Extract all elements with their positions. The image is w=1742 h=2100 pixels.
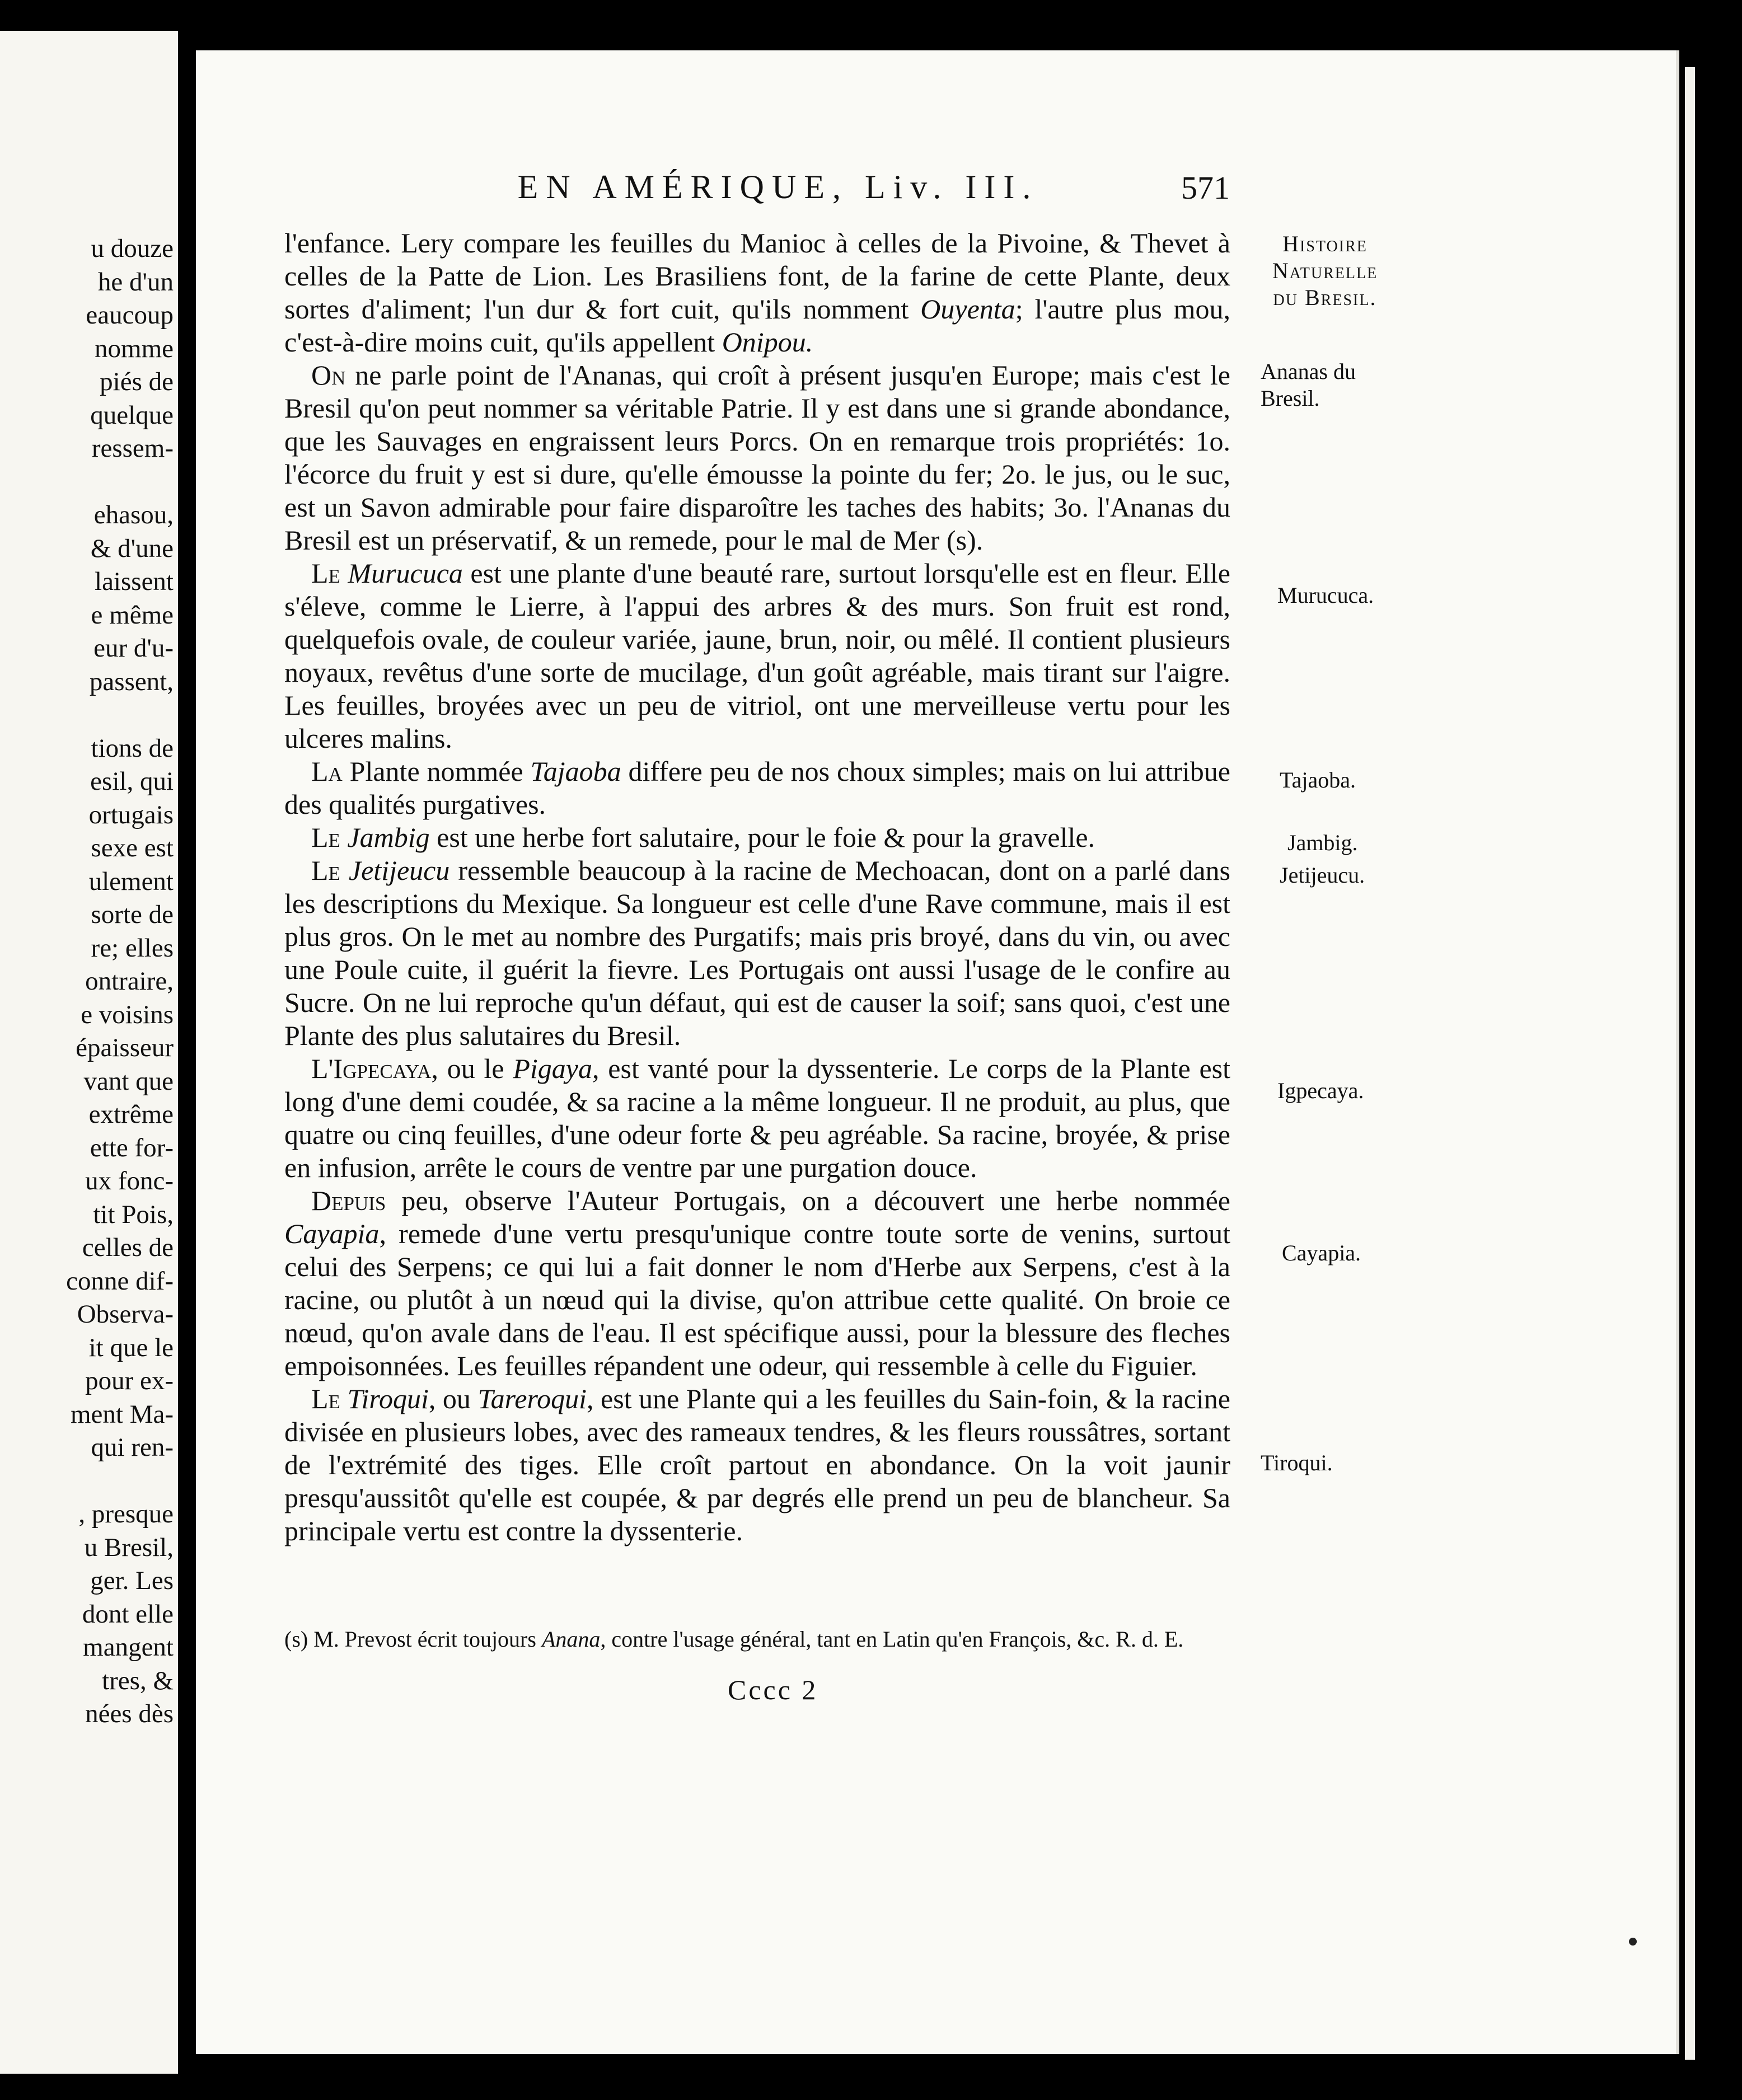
body-text	[284, 227, 1230, 1548]
left-page-line: ontraire,	[85, 967, 174, 996]
left-page-line: quelque	[90, 400, 174, 430]
italic-term: Jambig	[347, 822, 430, 853]
italic-term: Jetijeucu	[348, 855, 450, 886]
left-page-line: tres, &	[102, 1666, 174, 1695]
left-page-line: ment Ma-	[70, 1399, 174, 1429]
left-page-line: ulement	[88, 866, 174, 896]
footnote	[284, 1626, 1230, 1653]
lead-word: Le	[311, 822, 340, 853]
page-edge	[1685, 67, 1695, 2060]
text-run: l'enfance. Lery compare les feuilles du Manioc à celles de la Pivoine, & Thevet à celles de la Patte de Lion. Les Brasiliens font, de la farine de cette Plante, deux sortes d'aliment; l'un dur & fort cuit, qu'ils nomment	[284, 227, 1230, 325]
margin-note-tajaoba: Tajaoba.	[1280, 767, 1356, 793]
margin-note-line: Histoire	[1282, 231, 1368, 256]
left-page-line: dont elle	[82, 1599, 174, 1629]
left-page-line: e voisins	[81, 1000, 174, 1029]
left-page-line: it que le	[88, 1333, 174, 1362]
paragraph-igpecaya	[284, 1052, 1230, 1184]
left-page-line: nées dès	[85, 1699, 174, 1728]
lead-word: Le	[311, 1383, 340, 1414]
text-run: ressemble beaucoup à la racine de Mechoacan, dont on a parlé dans les descriptions du Mexique. Sa longueur est celle d'une Rave commune, mais il est plus gros. On le met au nombre des Purgatifs; mais pris broyé, dans du vin, ou avec une Poule cuite, il guérit la fievre. Les Portugais ont aussi l'usage de le confire au Sucre. On ne lui reproche qu'un défaut, qui est de causer la soif; sans quoi, c'est une Plante des plus salutaires du Bresil.	[284, 855, 1230, 1051]
left-page-line: esil, qui	[90, 767, 174, 796]
lead-word: La	[311, 756, 343, 787]
text-run: , ou le	[431, 1053, 513, 1084]
text-run: Plante nommée	[342, 756, 531, 787]
text-run: est une herbe fort salutaire, pour le foie & pour la gravelle.	[429, 822, 1095, 853]
margin-note-murucuca: Murucuca.	[1277, 583, 1374, 608]
italic-term: Tiroqui	[347, 1383, 429, 1414]
paragraph-cayapia	[284, 1184, 1230, 1382]
left-page-line	[0, 1465, 174, 1498]
left-page-line: ger. Les	[90, 1566, 174, 1595]
paragraph-murucuca	[284, 557, 1230, 755]
left-page-line: passent,	[89, 667, 174, 696]
left-page-line: , presque	[78, 1499, 174, 1529]
left-page-line: extrême	[88, 1100, 174, 1129]
margin-note-cayapia: Cayapia.	[1282, 1240, 1361, 1265]
left-page-line: vant que	[83, 1066, 174, 1096]
lead-word: Le	[311, 557, 340, 589]
left-page-line: & d'une	[90, 533, 174, 563]
margin-note-igpecaya: Igpecaya.	[1277, 1078, 1364, 1103]
paragraph-tiroqui	[284, 1382, 1230, 1548]
margin-note-line: Bresil.	[1261, 386, 1320, 411]
text-run: ; l'autre plus mou, c'est-à-dire moins cuit, qu'ils appellent	[284, 293, 1230, 358]
left-page-line: ortugais	[88, 800, 174, 829]
italic-term: Tareroqui	[477, 1383, 587, 1414]
left-page-line: he d'un	[97, 267, 174, 297]
italic-term: Tajaoba	[530, 756, 621, 787]
italic-term: Murucuca	[348, 557, 463, 589]
margin-note-jambig: Jambig.	[1287, 830, 1358, 855]
left-page-line: ehasou,	[93, 500, 174, 529]
text-run: , remede d'une vertu presqu'unique contre toute sorte de venins, surtout celui des Serpens; ce qui lui a fait donner le nom d'Herbe aux Serpens, c'est à la racine, ou plutôt à un nœud qui la divise, qu'on attribue cette qualité. On broie ce nœud, qu'on avale dans de l'eau. Il est spécifique aussi, pour la blessure des fleches empoisonnées. Les feuilles répandent une odeur, qui ressemble à celle du Figuier.	[284, 1218, 1230, 1381]
left-page-line: qui ren-	[91, 1433, 174, 1462]
left-page-line: eur d'u-	[93, 634, 174, 663]
signature-mark: Cccc 2	[728, 1674, 818, 1705]
left-page-line: sorte de	[91, 900, 174, 929]
margin-note-histoire	[1261, 231, 1389, 311]
left-page-line: nomme	[95, 334, 174, 363]
running-head: EN AMÉRIQUE, Liv. III.	[517, 168, 1039, 205]
page-number: 571	[1181, 170, 1230, 206]
italic-term: Ouyenta	[920, 293, 1015, 325]
text-run: differe peu de nos choux simples; mais on lui attribue des qualités purgatives.	[284, 756, 1230, 820]
left-page-line: re; elles	[91, 933, 174, 963]
paragraph-ananas	[284, 359, 1230, 557]
text-run: ne parle point de l'Ananas, qui croît à présent jusqu'en Europe; mais c'est le Bresil qu'on peut nommer sa véritable Patrie. Il y est dans une si grande abondance, que les Sauvages en engraissent leurs Porcs. On en remarque trois propriétés: 1o. l'écorce du fruit y est si dure, qu'elle émousse la pointe du fer; 2o. le jus, ou le suc, est un Savon admirable pour faire disparoître les taches des habits; 3o. l'Ananas du Bresil est un préservatif, & un remede, pour le mal de Mer (s).	[284, 359, 1230, 556]
left-page-text	[0, 232, 174, 1731]
italic-term: Onipou.	[722, 326, 813, 358]
margin-note-line: Ananas du	[1261, 359, 1356, 384]
text-run: , est une Plante qui a les feuilles du Sain-foin, & la racine divisée en plusieurs lobes, avec des rameaux tendres, & les fleurs roussâtres, sortant de l'extrémité des tiges. Elle croît partout en abondance. On la voit jaunir presqu'aussitôt qu'elle est coupée, & par degrés elle prend un peu de blancheur. Sa principale vertu est contre la dyssenterie.	[284, 1383, 1231, 1546]
paragraph-tajaoba	[284, 755, 1230, 821]
left-page-line: ressem-	[91, 434, 174, 463]
left-page-line: sexe est	[91, 833, 174, 862]
text-run: , ou	[428, 1383, 478, 1414]
margin-note-line: du Bresil.	[1273, 285, 1377, 310]
left-page-line: u douze	[91, 234, 174, 263]
text-run: est une plante d'une beauté rare, surtout lorsqu'elle est en fleur. Elle s'éleve, comme le Lierre, à l'appui des arbres & des murs. Son fruit est rond, quelquefois ovale, de couleur variée, jaune, brun, noir, ou mêlé. Il contient plusieurs noyaux, revêtus d'une sorte de mucilage, d'un goût agréable, mais tirant sur l'aigre. Les feuilles, broyées avec un peu de vitriol, ont une merveilleuse vertu pour les ulceres malins.	[284, 557, 1230, 754]
left-page-line: ux fonc-	[85, 1166, 174, 1196]
left-page-line: tit Pois,	[93, 1199, 174, 1229]
paragraph-jetijeucu	[284, 854, 1230, 1052]
left-page-line: mangent	[83, 1633, 174, 1662]
left-page-line: eaucoup	[86, 301, 174, 330]
left-page-line: tions de	[91, 733, 174, 763]
margin-note-jetijeucu: Jetijeucu.	[1280, 862, 1365, 888]
text-run: , est vanté pour la dyssenterie. Le corps de la Plante est long d'une demi coudée, & sa racine a la même longueur. Il ne produit, au plus, que quatre ou cinq feuilles, d'une odeur forte & peu agréable. Sa racine, broyée, & prise en infusion, arrête le cours de ventre par une purgation douce.	[284, 1053, 1230, 1183]
left-page-line: Observa-	[77, 1300, 174, 1329]
text-run: peu, observe l'Auteur Portugais, on a découvert une herbe nommée	[386, 1185, 1230, 1216]
left-page-line: e même	[91, 600, 174, 630]
footnote-text: , contre l'usage général, tant en Latin qu'en François, &c. R. d. E.	[600, 1626, 1184, 1652]
left-page-fragment	[0, 31, 178, 2074]
paragraph-jambig	[284, 821, 1230, 854]
left-page-line	[0, 699, 174, 732]
left-page-line: u Bresil,	[84, 1532, 174, 1562]
page-speck	[1629, 1938, 1637, 1946]
left-page-line	[0, 466, 174, 499]
italic-term: Cayapia	[284, 1218, 380, 1249]
margin-note-tiroqui: Tiroqui.	[1261, 1450, 1333, 1475]
lead-word: On	[311, 359, 346, 391]
paragraph-manioc	[284, 227, 1230, 359]
italic-term: Pigaya	[513, 1053, 592, 1084]
footnote-term: Anana	[541, 1626, 601, 1652]
left-page-line: conne dif-	[66, 1266, 174, 1296]
left-page-line: piés de	[100, 367, 174, 396]
lead-word: Le	[311, 855, 340, 886]
left-page-line: celles de	[82, 1233, 174, 1262]
lead-word: L'Igpecaya	[311, 1053, 432, 1084]
left-page-line: pour ex-	[85, 1366, 174, 1395]
footnote-text: (s) M. Prevost écrit toujours	[284, 1626, 542, 1652]
margin-note-line: Naturelle	[1272, 258, 1378, 283]
left-page-line: ette for-	[90, 1133, 174, 1162]
left-page-line: épaisseur	[76, 1033, 174, 1062]
left-page-line: laissent	[95, 567, 174, 596]
margin-note-ananas	[1261, 358, 1356, 412]
lead-word: Depuis	[311, 1185, 386, 1216]
